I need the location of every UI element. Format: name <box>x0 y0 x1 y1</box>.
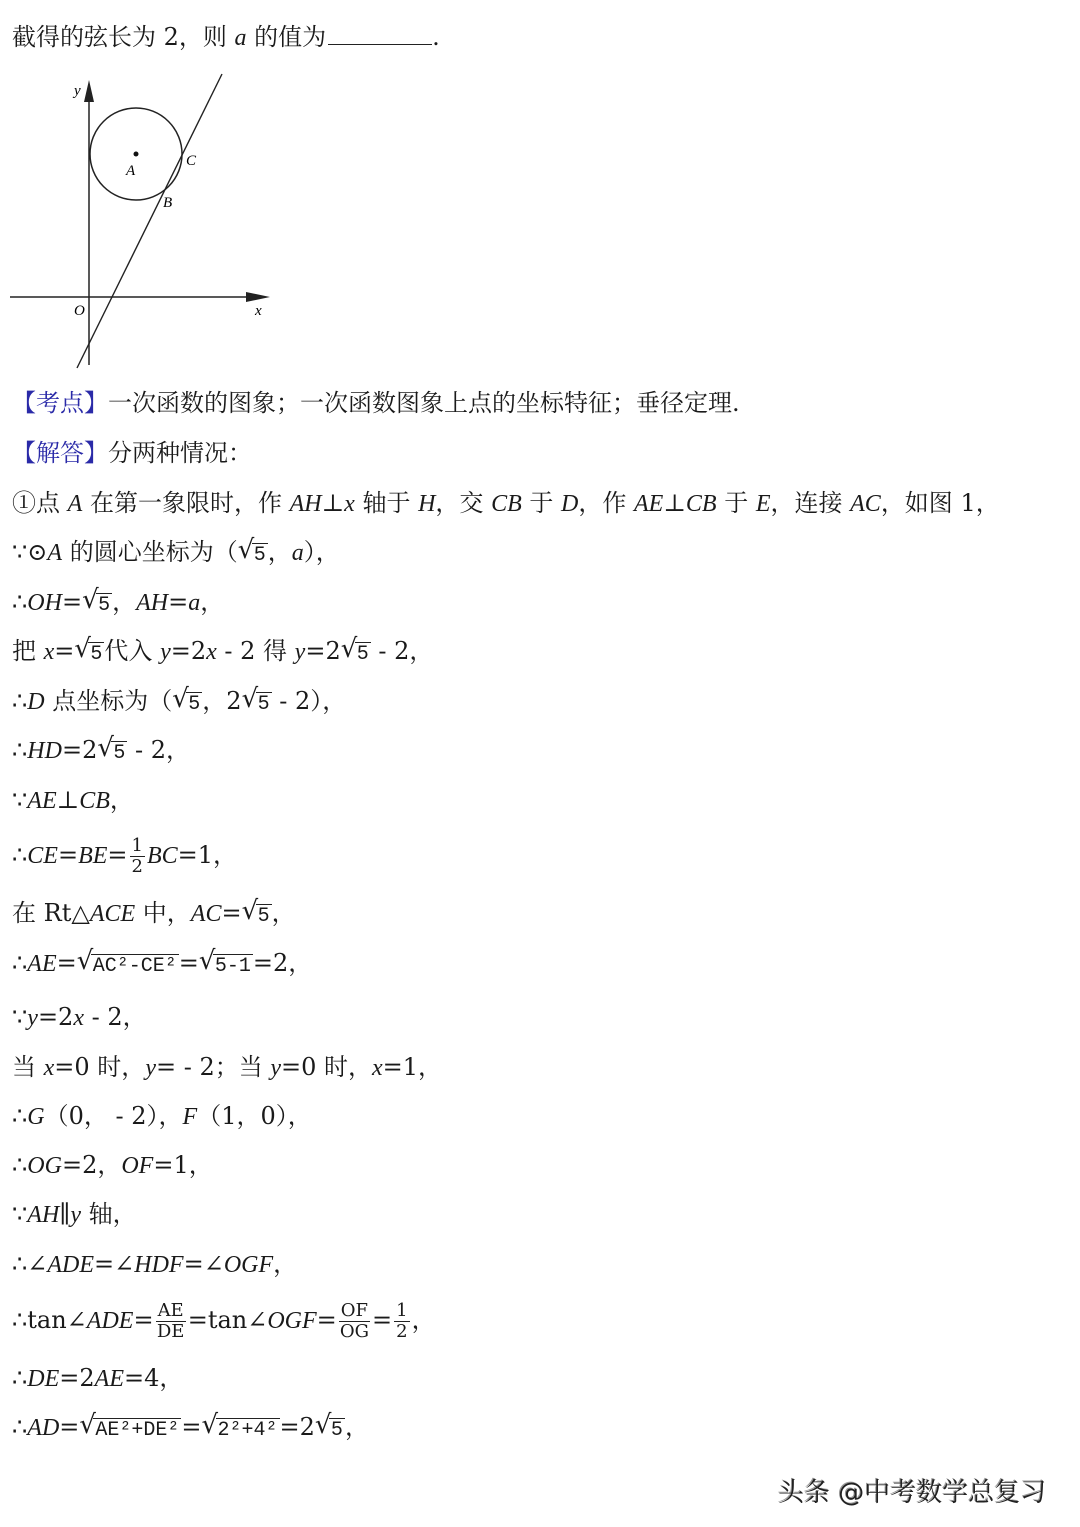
text: ∴ <box>12 949 28 977</box>
step-7 <box>12 785 134 816</box>
text: ，交 <box>435 489 492 517</box>
text: 轴于 <box>354 489 419 517</box>
var: A <box>67 491 83 517</box>
radicand: 5 <box>113 742 126 765</box>
text: ∴ <box>12 1364 28 1392</box>
perp-symbol: ⊥ <box>321 489 345 517</box>
text: = <box>54 637 75 665</box>
text: 点 <box>36 489 68 517</box>
text: ， <box>273 1250 298 1278</box>
var: y <box>145 1055 156 1081</box>
text: ∵ <box>12 786 28 814</box>
var: OGF <box>267 1308 317 1334</box>
var: ACE <box>89 901 136 927</box>
step-8 <box>12 836 237 877</box>
text: =0 时， <box>281 1053 373 1081</box>
text: = <box>178 949 199 977</box>
numerator: 1 <box>131 835 143 856</box>
step-6 <box>12 735 190 769</box>
var: AE <box>633 491 664 517</box>
var: D <box>561 491 579 517</box>
text: 点坐标为（ <box>44 687 173 715</box>
var: HDF <box>134 1252 184 1278</box>
text: 中， <box>135 899 191 927</box>
text: =2， <box>252 949 313 977</box>
var: AH <box>136 590 169 616</box>
var: x <box>43 1055 55 1081</box>
var: AH <box>27 1202 60 1228</box>
text: 把 <box>12 637 44 665</box>
text: =2 <box>170 637 207 665</box>
text: ∴ <box>12 588 28 616</box>
numerator: OF <box>340 1300 369 1321</box>
text: （1，0）， <box>197 1102 312 1130</box>
numerator: 1 <box>396 1300 408 1321</box>
text: = <box>168 588 189 616</box>
text: = <box>221 899 242 927</box>
kaodian-line <box>12 388 740 418</box>
var: y <box>160 639 171 665</box>
jieda-line <box>12 438 252 468</box>
denominator: 2 <box>131 856 143 877</box>
step-13 <box>12 1101 312 1132</box>
denominator: OG <box>339 1321 369 1342</box>
text: = <box>181 1413 202 1441</box>
var: x <box>206 639 217 665</box>
text: ， <box>267 538 292 566</box>
var: HD <box>27 738 62 764</box>
radicand: AE²+DE² <box>95 1419 180 1442</box>
perp-symbol: ⊥ <box>56 786 80 814</box>
sqrt <box>242 898 272 932</box>
text: = - 2；当 <box>155 1053 271 1081</box>
var: BC <box>146 843 178 869</box>
text: =tan∠ <box>187 1306 268 1334</box>
svg-text:y: y <box>74 83 81 99</box>
svg-text:C: C <box>186 153 197 169</box>
text: ∴tan∠ <box>12 1306 87 1334</box>
svg-text:B: B <box>163 195 173 211</box>
var: y <box>294 639 306 665</box>
text: = <box>107 841 128 869</box>
text: ， <box>271 899 296 927</box>
var: BE <box>78 843 108 869</box>
step-18 <box>12 1363 183 1394</box>
var: CB <box>79 788 110 814</box>
sqrt <box>238 537 268 571</box>
var: CB <box>685 491 717 517</box>
text: - 2）， <box>271 687 347 715</box>
text: - 2， <box>83 1003 147 1031</box>
var: AD <box>27 1415 60 1441</box>
text: =∠ <box>94 1250 135 1278</box>
step-15 <box>12 1199 137 1230</box>
question-text-mid: 的值为 <box>246 23 327 51</box>
fraction <box>394 1301 409 1342</box>
fraction <box>156 1301 186 1342</box>
text: ∵⊙ <box>12 538 48 566</box>
circle-line-diagram <box>0 70 300 370</box>
text: =∠ <box>183 1250 224 1278</box>
text: ∴ <box>12 736 28 764</box>
var: AH <box>289 491 322 517</box>
fraction <box>339 1301 370 1342</box>
text: - 2 得 <box>216 637 295 665</box>
var: G <box>27 1104 45 1130</box>
svg-text:O: O <box>74 303 85 319</box>
text: ∴ <box>12 1151 28 1179</box>
radicand: 5 <box>90 643 103 666</box>
var: CE <box>27 843 58 869</box>
question-end: . <box>432 23 440 51</box>
denominator: DE <box>156 1321 185 1342</box>
radicand: 5 <box>188 693 201 716</box>
text: = <box>372 1306 393 1334</box>
step-1 <box>12 488 1000 519</box>
text: ∴∠ <box>12 1250 48 1278</box>
var: x <box>372 1055 383 1081</box>
text: ∴ <box>12 841 28 869</box>
text: ∵ <box>12 1003 28 1031</box>
var: OG <box>27 1153 62 1179</box>
text: 轴， <box>81 1200 137 1228</box>
text: ∴ <box>12 1102 28 1130</box>
step-3 <box>12 587 224 621</box>
var: y <box>27 1005 38 1031</box>
text: ∴ <box>12 1413 28 1441</box>
radicand: AC²-CE² <box>92 955 177 978</box>
numerator: AE <box>157 1300 184 1321</box>
svg-text:A: A <box>126 163 136 179</box>
var: DE <box>27 1366 60 1392</box>
radicand: 2²+4² <box>217 1419 278 1442</box>
var: x <box>344 491 355 517</box>
variable-a: a <box>234 25 247 51</box>
radicand: 5 <box>257 905 270 928</box>
var: F <box>182 1104 198 1130</box>
text: ， <box>200 588 225 616</box>
text: =2， <box>61 1151 122 1179</box>
radicand: 5 <box>330 1419 343 1442</box>
step-17 <box>12 1301 436 1342</box>
step-5 <box>12 686 346 720</box>
text: ，作 <box>578 489 634 517</box>
svg-text:x: x <box>255 303 262 319</box>
text: ， <box>344 1413 369 1441</box>
var: OH <box>27 590 62 616</box>
text: ， <box>411 1306 436 1334</box>
text: =1， <box>177 841 238 869</box>
var: AC <box>850 491 881 517</box>
text: ∵ <box>12 1200 28 1228</box>
var: AE <box>27 788 57 814</box>
text: - 2， <box>370 637 434 665</box>
step-16 <box>12 1249 297 1280</box>
jieda-text: 分两种情况： <box>108 439 252 467</box>
var: OF <box>121 1153 154 1179</box>
text: =2 <box>61 736 98 764</box>
text: =2 <box>279 1413 315 1441</box>
text: =4， <box>124 1364 184 1392</box>
text: ，如图 1， <box>880 489 1000 517</box>
step-2 <box>12 537 340 571</box>
var: CB <box>491 491 522 517</box>
step-11 <box>12 1002 147 1033</box>
text: （0， - 2）， <box>44 1102 183 1130</box>
text: = <box>57 841 79 869</box>
var: y <box>70 1202 82 1228</box>
kaodian-tag: 【考点】 <box>12 389 108 417</box>
watermark: 头条 @中考数学总复习 <box>778 1478 1047 1508</box>
text: = <box>61 588 83 616</box>
var: AE <box>94 1366 124 1392</box>
text: 的圆心坐标为（ <box>62 538 238 566</box>
text: ，2 <box>202 687 242 715</box>
text: =1， <box>382 1053 443 1081</box>
text: 当 <box>12 1053 44 1081</box>
sqrt <box>79 1412 181 1446</box>
coordinate-figure <box>0 70 300 370</box>
sqrt <box>202 1412 280 1446</box>
fraction <box>130 836 145 877</box>
sqrt <box>77 948 179 982</box>
text: ， <box>109 786 134 814</box>
var: AE <box>27 951 57 977</box>
var: E <box>755 491 771 517</box>
step-19 <box>12 1412 369 1446</box>
step-10 <box>12 948 312 982</box>
var: a <box>188 590 201 616</box>
text: 于 <box>716 489 756 517</box>
parallel-symbol: ∥ <box>59 1200 71 1228</box>
perp-symbol: ⊥ <box>663 489 686 517</box>
text: =2 <box>37 1003 74 1031</box>
var: x <box>73 1005 84 1031</box>
radicand: 5 <box>257 693 270 716</box>
text: = <box>59 1413 80 1441</box>
text: ， <box>112 588 137 616</box>
text: = <box>316 1306 337 1334</box>
var: D <box>27 689 45 715</box>
var: x <box>43 639 55 665</box>
question-text: 截得的弦长为 2，则 <box>12 23 235 51</box>
sqrt <box>172 686 202 720</box>
var: a <box>291 540 304 566</box>
kaodian-text: 一次函数的图象；一次函数图象上点的坐标特征；垂径定理. <box>108 389 740 417</box>
step-9 <box>12 898 296 932</box>
text: =2 <box>59 1364 95 1392</box>
question-line <box>12 22 440 53</box>
var: AC <box>190 901 222 927</box>
text: =1， <box>153 1151 213 1179</box>
sqrt <box>74 636 104 670</box>
radicand: 5 <box>98 594 111 617</box>
denominator: 2 <box>396 1321 408 1342</box>
text: ）， <box>303 538 340 566</box>
text: - 2， <box>127 736 190 764</box>
sqrt <box>97 735 127 769</box>
step-4 <box>12 636 433 670</box>
var: A <box>47 540 63 566</box>
circled-number: ① <box>12 489 36 517</box>
step-14 <box>12 1150 213 1181</box>
text: 于 <box>521 489 561 517</box>
var: H <box>418 491 436 517</box>
answer-blank <box>328 22 432 45</box>
radicand: 5 <box>253 544 266 567</box>
jieda-tag: 【解答】 <box>12 439 108 467</box>
text: 在第一象限时，作 <box>82 489 290 517</box>
var: ADE <box>86 1308 134 1334</box>
text: ∴ <box>12 687 28 715</box>
sqrt <box>242 686 272 720</box>
sqrt <box>341 636 371 670</box>
step-12 <box>12 1052 442 1083</box>
text: =0 时， <box>54 1053 146 1081</box>
var: ADE <box>47 1252 95 1278</box>
text: = <box>56 949 77 977</box>
var: OGF <box>223 1252 274 1278</box>
text: 代入 <box>104 637 161 665</box>
sqrt <box>315 1412 345 1446</box>
text: ，连接 <box>770 489 851 517</box>
radicand: 5-1 <box>214 955 251 978</box>
var: y <box>270 1055 281 1081</box>
sqrt <box>82 587 112 621</box>
sqrt <box>199 948 253 982</box>
text: = <box>133 1306 154 1334</box>
radicand: 5 <box>356 643 369 666</box>
text: =2 <box>305 637 341 665</box>
text: 在 Rt△ <box>12 899 90 927</box>
